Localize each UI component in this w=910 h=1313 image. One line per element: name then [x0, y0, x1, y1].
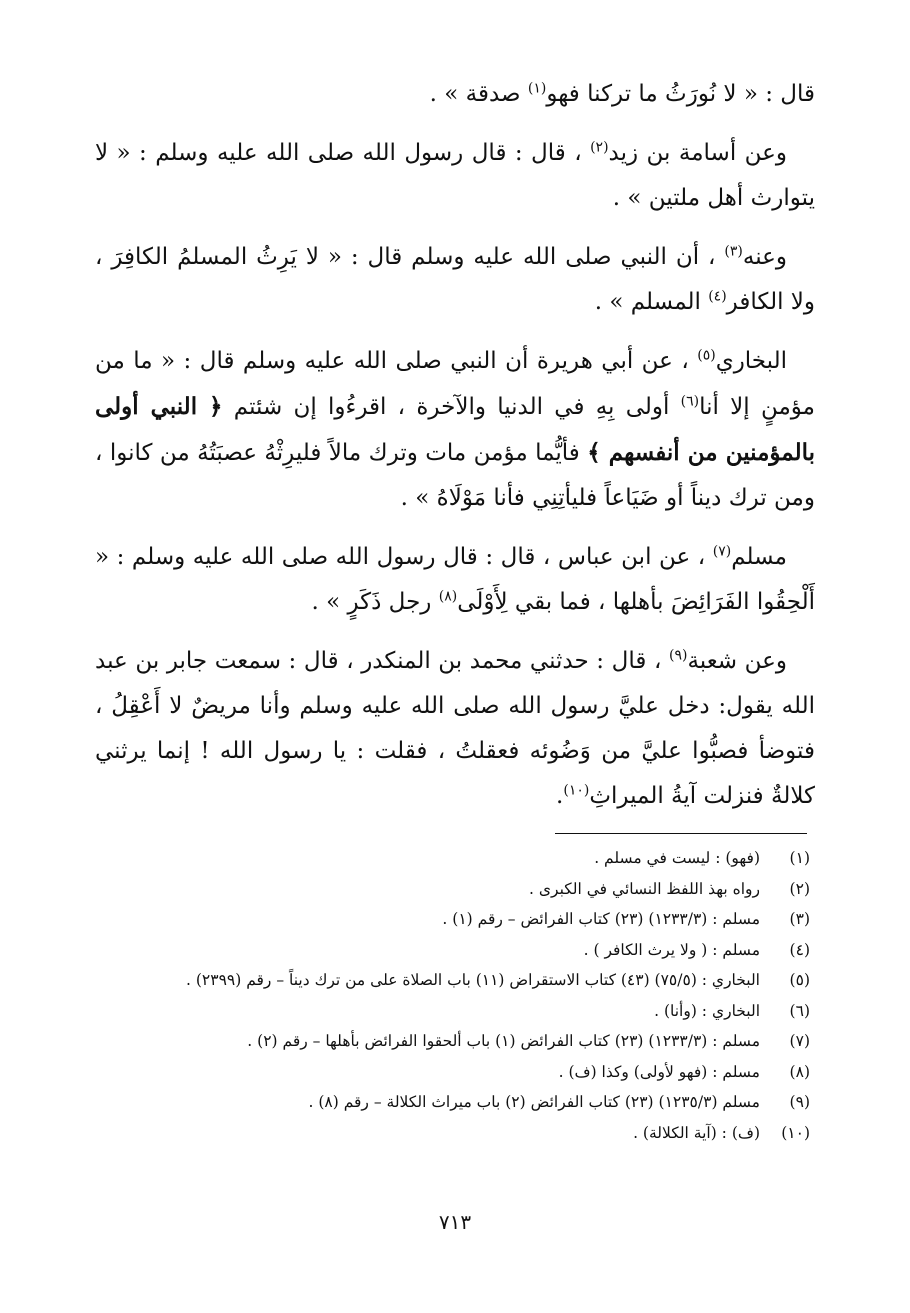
footnote-item — [110, 843, 810, 874]
footnote-ref: (١) — [527, 80, 547, 97]
footnote-text: (فهو) : ليست في مسلم . — [594, 849, 760, 867]
footnote-item — [110, 1026, 810, 1057]
footnote-text: (ف) : (آية الكلالة) . — [633, 1123, 760, 1142]
footnote-item — [110, 996, 810, 1027]
footnote-number: (٤) — [789, 940, 810, 959]
footnote-number: (٥) — [789, 971, 810, 989]
text-segment: البخاري — [715, 348, 787, 374]
footnote-ref: (٢) — [590, 139, 609, 156]
text-segment: رجل ذَكَرٍ » . — [311, 589, 439, 615]
footnote-number: (٣) — [789, 910, 810, 928]
footnote-ref: (٦) — [680, 393, 700, 410]
footnote-number: (٢) — [789, 879, 810, 898]
footnote-text: مسلم : (١٢٣٣/٣) (٢٣) كتاب الفرائض – رقم (١) . — [442, 910, 760, 928]
text-segment: وعن شعبة — [687, 648, 788, 674]
paragraph — [95, 235, 815, 325]
footnote-item — [110, 1118, 810, 1149]
footnote-number: (٧) — [789, 1032, 810, 1050]
footnote-text: مسلم : (فهو لأولى) وكذا (ف) . — [558, 1062, 760, 1081]
text-segment: ، عن أبي هريرة أن النبي صلى الله عليه وسلم قال : « ما من مؤمنٍ إلا أنا — [95, 348, 815, 420]
text-segment: مسلم — [731, 544, 787, 570]
footnote-text: مسلم : (١٢٣٣/٣) (٢٣) كتاب الفرائض (١) باب ألحقوا الفرائض بأهلها – رقم (٢) . — [247, 1032, 760, 1050]
text-segment: ، قال : حدثني محمد بن المنكدر ، قال : سمعت جابر بن عبد الله يقول: دخل عليَّ رسول الله صلى الله عليه وسلم وأنا مريضٌ لا أَعْقِلُ ، فتوضأ فصبُّوا عليَّ من وَضُوئه فعقلتُ ، فقلت : يا رسول الله ! إنما يرثني كلالةٌ فنزلت آيةُ الميراثِ — [95, 648, 815, 809]
text-segment: فأيُّما مؤمن مات وترك مالاً فليرِثْهُ عصبَتُهُ من كانوا ، ومن ترك ديناً أو ضَيَاعاً فليأتِنِي فأنا مَوْلَاهُ » . — [95, 440, 815, 511]
paragraph — [95, 339, 815, 521]
paragraph — [95, 535, 815, 625]
footnote-number: (٩) — [789, 1093, 810, 1111]
text-segment: ، أن النبي صلى الله عليه وسلم قال : « لا يَرِثُ المسلمُ الكافِرَ ، ولا الكافر — [95, 244, 815, 315]
footnote-ref: (٣) — [724, 243, 743, 260]
footnote-text: رواه بهذ اللفظ النسائي في الكبرى . — [529, 879, 760, 898]
paragraph — [95, 131, 815, 221]
footnote-text: مسلم (١٢٣٥/٣) (٢٣) كتاب الفرائض (٢) باب ميراث الكلالة – رقم (٨) . — [308, 1093, 760, 1111]
main-text — [95, 72, 815, 833]
text-segment: . — [556, 783, 564, 809]
page-number: ٧١٣ — [438, 1210, 472, 1234]
footnote-number: (٦) — [789, 1001, 810, 1020]
footnote-number: (٨) — [789, 1062, 810, 1081]
footnote-number: (١) — [789, 849, 810, 867]
quran-verse: ﴿ النبي أولى بالمؤمنين من أنفسهم ﴾ — [95, 393, 815, 466]
footnote-text: مسلم : ( ولا يرث الكافر ) . — [583, 940, 760, 959]
text-segment: أولى بِهِ في الدنيا والآخرة ، اقرءُوا إن شئتم — [222, 394, 681, 420]
footnote-number: (١٠) — [781, 1123, 810, 1142]
footnote-item — [110, 874, 810, 905]
text-segment: المسلم » . — [594, 289, 709, 315]
footnote-separator — [555, 833, 807, 834]
footnote-text: البخاري : (وأنا) . — [654, 1001, 760, 1020]
text-segment: ، عن ابن عباس ، قال : قال رسول الله صلى الله عليه وسلم : « أَلْحِقُوا الفَرَائِضَ بأهلها ، فما بقي لِأَوْلَى — [95, 544, 815, 615]
footnote-item — [110, 1087, 810, 1118]
text-segment: وعنه — [742, 244, 787, 270]
text-segment: قال : « لا نُورَثُ ما تركنا فهو — [546, 81, 815, 107]
text-segment: وعن أسامة بن زيد — [608, 140, 787, 166]
footnote-ref: (٩) — [668, 647, 688, 664]
footnote-ref: (١٠) — [563, 782, 590, 799]
footnote-ref: (٥) — [697, 347, 716, 364]
paragraph — [95, 639, 815, 819]
footnote-text: البخاري : (٧٥/٥) (٤٣) كتاب الاستقراض (١١) باب الصلاة على من ترك ديناً – رقم (٢٣٩٩) . — [186, 971, 760, 989]
footnote-item — [110, 935, 810, 966]
text-segment: صدقة » . — [429, 81, 528, 107]
footnote-ref: (٨) — [438, 588, 458, 605]
footnote-item — [110, 965, 810, 996]
footnotes — [110, 843, 810, 1148]
footnote-ref: (٤) — [708, 288, 727, 305]
footnote-ref: (٧) — [712, 543, 732, 560]
text-segment: ، قال : قال رسول الله صلى الله عليه وسلم : « لا يتوارث أهل ملتين » . — [95, 140, 815, 211]
footnote-item — [110, 904, 810, 935]
paragraph — [95, 72, 815, 117]
footnote-item — [110, 1057, 810, 1088]
